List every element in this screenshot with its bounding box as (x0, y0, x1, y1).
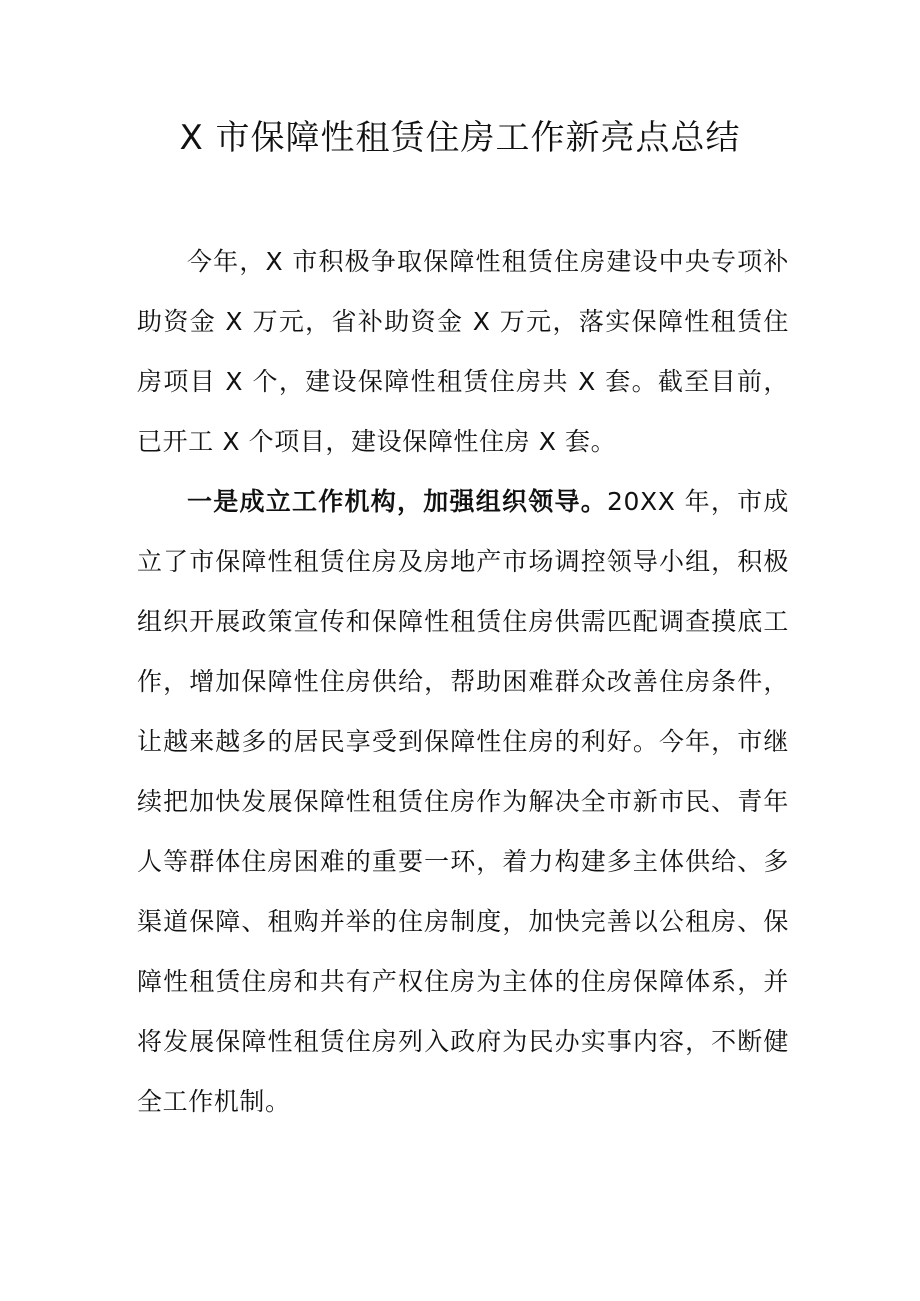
document-body (137, 232, 789, 1132)
paragraph-text: 20XX 年，市成立了市保障性租赁住房及房地产市场调控领导小组，积极组织开展政策宣传和保障性租赁住房供需匹配调查摸底工作，增加保障性住房供给，帮助困难群众改善住房条件，让越来越多的居民享受到保障性住房的利好。今年，市继续把加快发展保障性租赁住房作为解决全市新市民、青年人等群体住房困难的重要一环，着力构建多主体供给、多渠道保障、租购并举的住房制度，加快完善以公租房、保障性租赁住房和共有产权住房为主体的住房保障体系，并将发展保障性租赁住房列入政府为民办实事内容，不断健全工作机制。 (137, 487, 789, 1116)
paragraph-text: 今年，X 市积极争取保障性租赁住房建设中央专项补助资金 X 万元，省补助资金 X 万元，落实保障性租赁住房项目 X 个，建设保障性租赁住房共 X 套。截至目前，已开工 X 个项目，建设保障性住房 X 套。 (137, 247, 789, 456)
paragraph-organization (137, 472, 789, 1132)
paragraph-lead: 一是成立工作机构，加强组织领导。 (187, 487, 607, 516)
paragraph-intro (137, 232, 789, 472)
document-title: X 市保障性租赁住房工作新亮点总结 (179, 118, 741, 158)
